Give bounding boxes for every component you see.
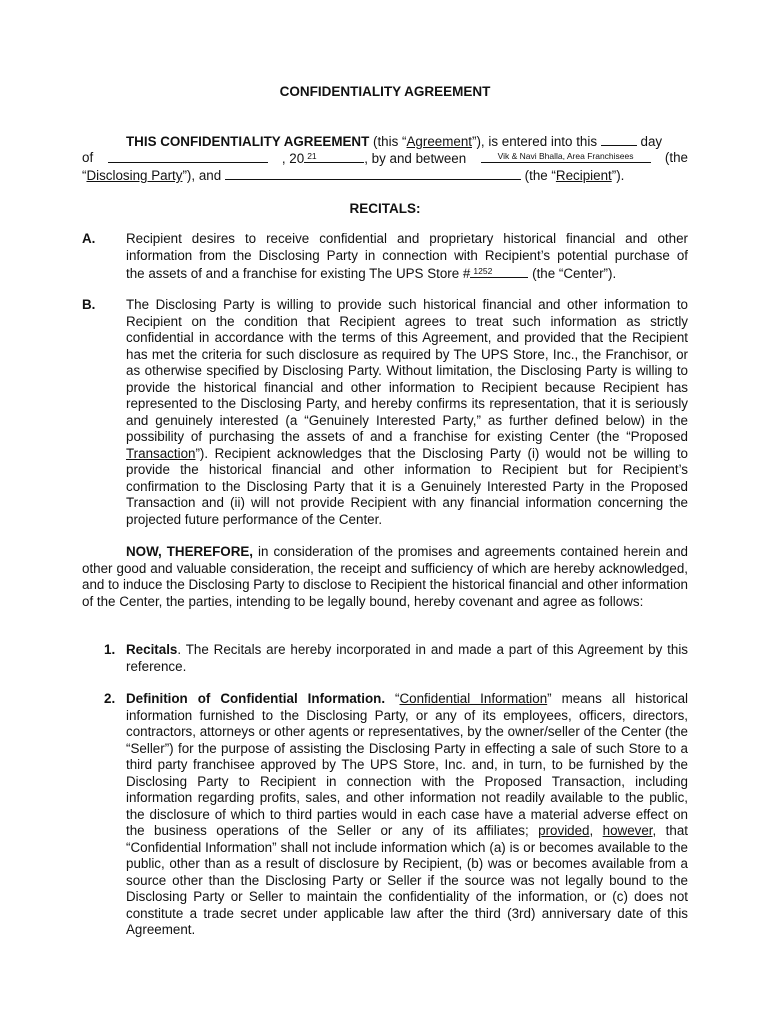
- recital-a-line-2: information from the Disclosing Party in connection with Recipient’s potential purchase of: [126, 248, 688, 263]
- year-fill: 21: [307, 151, 317, 161]
- store-number-blank[interactable]: [470, 265, 528, 278]
- recital-b-marker: B.: [82, 297, 96, 312]
- intro-lead: THIS CONFIDENTIALITY AGREEMENT: [126, 134, 370, 149]
- section-1-heading: Recitals: [126, 642, 178, 657]
- month-blank[interactable]: [108, 150, 268, 163]
- section-1-number: 1.: [104, 642, 116, 657]
- recital-a-marker: A.: [82, 231, 96, 246]
- confidential-information-term: Confidential Information: [399, 691, 548, 706]
- section-2-number: 2.: [104, 691, 116, 706]
- intro-line-3: “Disclosing Party”), and (the “Recipient”).: [82, 168, 625, 183]
- section-1-text: Recitals. The Recitals are hereby incorporated in and made a part of this Agreement by this reference.: [126, 642, 688, 674]
- document-title: CONFIDENTIALITY AGREEMENT: [279, 84, 491, 99]
- intro-line-2: of , 20 21 , by and between Vik & Navi Bhalla, Area Franchisees (the: [82, 150, 688, 166]
- recital-a-line-1: Recipient desires to receive confidential and proprietary historical financial and other: [126, 231, 688, 246]
- disclosing-party-fill: Vik & Navi Bhalla, Area Franchisees: [497, 151, 634, 161]
- section-2-text: Definition of Confidential Information. “Confidential Information” means all historical information furnished to the Disclosing Party, or any of its employees, officers, directors, contractors, attorneys or other agents or representatives, by the owner/seller of the Center (the “Seller”) for the purpose of assisting the Disclosing Party in effecting a sale of such Store to a third party franchisee approved by The UPS Store, Inc. and, in turn, to be furnished by the Disclosing Party to Recipient in connection with the Proposed Transaction, including information regarding profits, sales, and other information not readily available to the public, the disclosure of which to third parties would in each case have a material adverse effect on the business operations of the Seller or any of its affiliates; provided, however, that “Confidential Information” shall not include information which (a) is or becomes available to the public, other than as a result of disclosure by Recipient, (b) was or becomes available from a source other than the Disclosing Party or Seller if the source was not legally bound to the Disclosing Party or Seller to maintain the confidentiality of the information, or (c) does not constitute a trade secret under applicable law after the third (3rd) anniversary date of this Agreement.: [126, 691, 688, 937]
- year-blank[interactable]: [304, 150, 364, 163]
- intro-line-1: THIS CONFIDENTIALITY AGREEMENT (this “Agreement”), is entered into this day: [126, 134, 663, 149]
- recipient-blank[interactable]: [225, 167, 521, 180]
- transaction-term: Transaction: [126, 445, 196, 461]
- however-term: however: [602, 823, 653, 838]
- section-2-heading: Definition of Confidential Information.: [126, 691, 386, 706]
- recital-a-line-3: the assets of and a franchise for existing The UPS Store # 1252 (the “Center”).: [126, 266, 617, 281]
- disclosing-party-term: Disclosing Party: [86, 168, 183, 183]
- recipient-term: Recipient: [555, 168, 612, 183]
- provided-term: provided: [538, 823, 590, 838]
- agreement-term: Agreement: [406, 134, 472, 149]
- recital-b-text: The Disclosing Party is willing to provide such historical financial and other information to Recipient on the condition that Recipient agrees to treat such information as strictly confidential in accordance with the terms of this Agreement, and provided that the Recipient has met the criteria for such disclosure as required by The UPS Store, Inc., the Franchisor, or as otherwise specified by Disclosing Party. Without limitation, the Disclosing Party is willing to provide the historical financial and other information to Recipient because Recipient has represented to the Disclosing Party, and hereby confirms its representation, that it is seriously and genuinely interested (a “Genuinely Interested Party,” as further defined below) in the possibility of purchasing the assets of and a franchise for existing Center (the “Proposed Transaction”). Recipient acknowledges that the Disclosing Party (i) would not be willing to provide the historical financial and other information to Recipient but for Recipient’s confirmation to the Disclosing Party that it is a Genuinely Interested Party in the Proposed Transaction and (ii) will not provide Recipient with any financial information concerning the projected future performance of the Center.: [126, 297, 688, 527]
- now-therefore-paragraph: NOW, THEREFORE, in consideration of the promises and agreements contained herein and other good and valuable consideration, the receipt and sufficiency of which are hereby acknowledged, and to induce the Disclosing Party to disclose to Recipient the historical financial and other information of the Center, the parties, intending to be legally bound, hereby covenant and agree as follows:: [82, 544, 689, 609]
- disclosing-party-blank[interactable]: [481, 150, 651, 163]
- store-number-fill: 1252: [473, 266, 493, 276]
- recitals-heading: RECITALS:: [349, 201, 421, 216]
- day-blank[interactable]: [601, 133, 637, 146]
